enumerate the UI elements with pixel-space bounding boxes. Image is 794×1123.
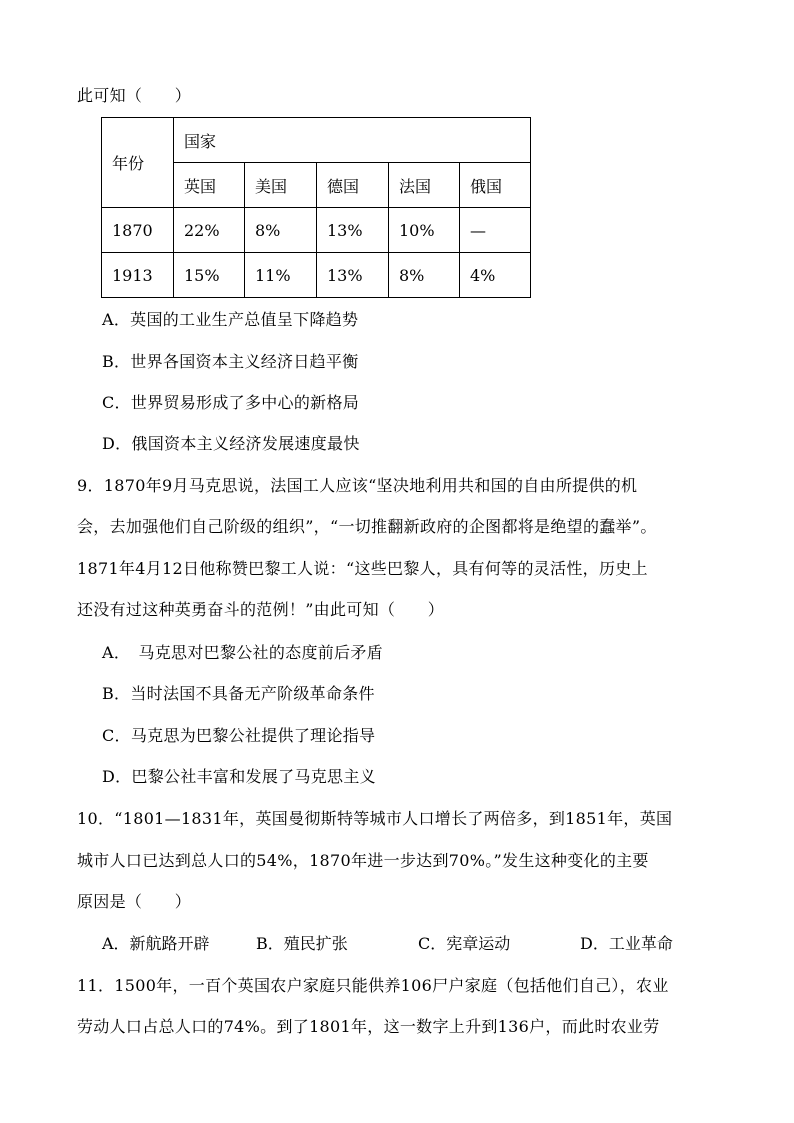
q9-line-2: 会，去加强他们自己阶级的组织”，“一切推翻新政府的企图都将是绝望的蠢举”。 — [77, 517, 657, 536]
q10-option-c: C．宪章运动 — [418, 934, 511, 953]
value-cell: 10% — [389, 208, 460, 253]
country-cell: 法国 — [389, 163, 460, 208]
q8-option-d: D．俄国资本主义经济发展速度最快 — [102, 434, 360, 453]
q11-line-1: 11．1500年，一百个英国农户家庭只能供养106尸户家庭（包括他们自己），农业 — [77, 976, 669, 995]
value-cell: 4% — [460, 253, 531, 298]
country-cell: 美国 — [245, 163, 317, 208]
q9-line-1: 9．1870年9月马克思说，法国工人应该“坚决地利用共和国的自由所提供的机 — [77, 476, 638, 495]
country-cell: 俄国 — [460, 163, 531, 208]
value-cell: 13% — [317, 208, 389, 253]
q9-line-3: 1871年4月12日他称赞巴黎工人说：“这些巴黎人，具有何等的灵活性，历史上 — [77, 559, 648, 578]
q10-line-2: 城市人口已达到总人口的54%，1870年进一步达到70%。”发生这种变化的主要 — [77, 851, 649, 870]
year-cell: 1870 — [102, 208, 174, 253]
table-row — [102, 208, 531, 253]
q11-line-2: 劳动人口占总人口的74%。到了1801年，这一数字上升到136户，而此时农业劳 — [77, 1017, 660, 1036]
q10-option-d: D．工业革命 — [580, 934, 673, 953]
value-cell: 11% — [245, 253, 317, 298]
year-cell: 1913 — [102, 253, 174, 298]
value-cell: 15% — [174, 253, 245, 298]
value-cell: 8% — [245, 208, 317, 253]
q8-option-c: C．世界贸易形成了多中心的新格局 — [102, 393, 360, 412]
q10-option-a: A．新航路开辟 — [102, 934, 210, 953]
year-header-cell: 年份 — [102, 118, 174, 208]
q9-option-c: C．马克思为巴黎公社提供了理论指导 — [102, 726, 376, 745]
value-cell: 22% — [174, 208, 245, 253]
q10-line-1: 10．“1801—1831年，英国曼彻斯特等城市人口增长了两倍多，到1851年，英国 — [77, 809, 673, 828]
q9-line-4: 还没有过这种英勇奋斗的范例！”由此可知（ ） — [77, 600, 445, 619]
country-cell: 英国 — [174, 163, 245, 208]
table-row — [102, 253, 531, 298]
q9-option-b: B．当时法国不具备无产阶级革命条件 — [102, 684, 375, 703]
value-cell: — — [460, 208, 531, 253]
q10-line-3: 原因是（ ） — [77, 892, 192, 911]
country-header-cell: 国家 — [174, 118, 531, 163]
q9-option-d: D．巴黎公社丰富和发展了马克思主义 — [102, 767, 376, 786]
q10-option-b: B．殖民扩张 — [256, 934, 348, 953]
intro-line: 此可知（ ） — [77, 86, 192, 105]
q9-option-a: A． 马克思对巴黎公社的态度前后矛盾 — [102, 643, 383, 662]
q8-option-b: B．世界各国资本主义经济日趋平衡 — [102, 352, 359, 371]
value-cell: 13% — [317, 253, 389, 298]
value-cell: 8% — [389, 253, 460, 298]
industrial-share-table — [101, 117, 531, 298]
q8-option-a: A．英国的工业生产总值呈下降趋势 — [102, 310, 359, 329]
country-cell: 德国 — [317, 163, 389, 208]
